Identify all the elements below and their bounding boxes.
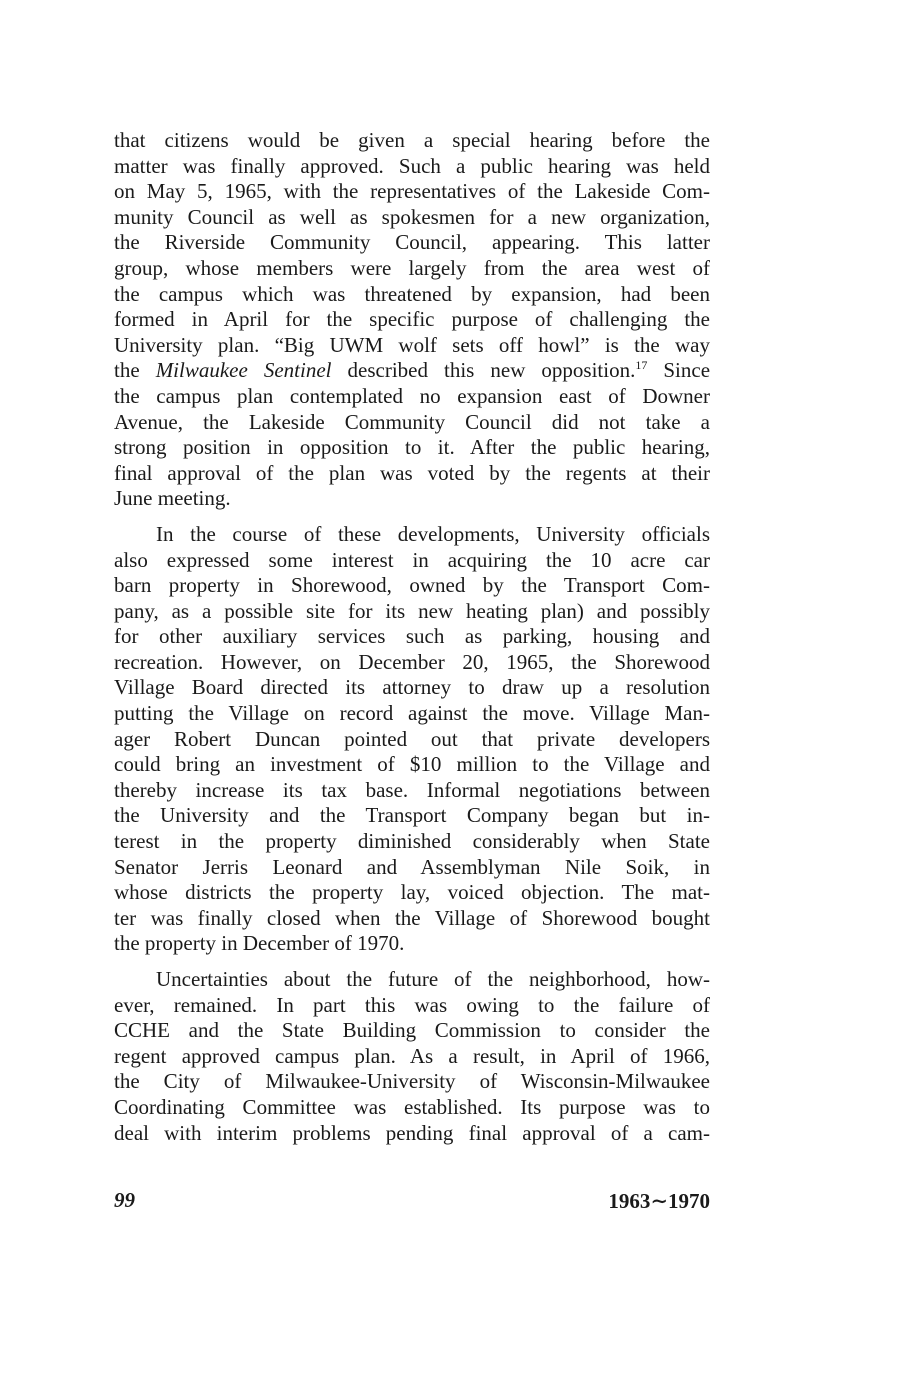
paragraph-gap	[114, 957, 710, 967]
text-line: also expressed some interest in acquiring the 10 acre car	[114, 547, 710, 572]
paragraph-2	[114, 522, 710, 957]
text-line: matter was finally approved. Such a public hearing was held	[114, 153, 710, 178]
text-line: Senator Jerris Leonard and Assemblyman Nile Soik, in	[114, 854, 710, 879]
sentinel-post: described this new opposition.	[331, 358, 636, 383]
text-line: In the course of these developments, University officials	[156, 521, 710, 546]
text-line: thereby increase its tax base. Informal negotiations between	[114, 777, 710, 802]
text-line: the campus which was threatened by expansion, had been	[114, 281, 710, 306]
text-line: terest in the property diminished considerably when State	[114, 829, 710, 854]
text-line: the campus plan contemplated no expansion east of Downer	[114, 383, 710, 408]
text-line: Coordinating Committee was established. Its purpose was to	[114, 1094, 710, 1119]
running-title: 1963∼1970	[608, 1189, 710, 1213]
text-line: barn property in Shorewood, owned by the Transport Com-	[114, 573, 710, 598]
text-line: ter was finally closed when the Village of Shorewood bought	[114, 905, 710, 930]
text-line: the Riverside Community Council, appearing. This latter	[114, 230, 710, 255]
text-line: recreation. However, on December 20, 1965, the Shorewood	[114, 649, 710, 674]
text-line: CCHE and the State Building Commission to consider the	[114, 1018, 710, 1043]
newspaper-title: Milwaukee Sentinel	[155, 358, 332, 383]
paragraph-1	[114, 128, 710, 512]
text-line: the University and the Transport Company began but in-	[114, 803, 710, 828]
text-line: final approval of the plan was voted by the regents at their	[114, 460, 710, 485]
text-line: whose districts the property lay, voiced objection. The mat-	[114, 880, 710, 905]
text-line: deal with interim problems pending final approval of a cam-	[114, 1120, 710, 1145]
text-line: group, whose members were largely from the area west of	[114, 255, 710, 280]
text-line: putting the Village on record against the move. Village Man-	[114, 701, 710, 726]
text-line: the City of Milwaukee-University of Wisconsin-Milwaukee	[114, 1069, 710, 1094]
page-footer	[114, 1188, 710, 1214]
page-number: 99	[114, 1188, 135, 1212]
text-line: University plan. “Big UWM wolf sets off howl” is the way	[114, 332, 710, 357]
text-line: the property in December of 1970.	[114, 931, 405, 956]
text-line: Avenue, the Lakeside Community Council did not take a	[114, 409, 710, 434]
text-line: could bring an investment of $10 million to the Village and	[114, 752, 710, 777]
text-line: that citizens would be given a special hearing before the	[114, 128, 710, 152]
text-line: Uncertainties about the future of the neighborhood, how-	[156, 967, 710, 991]
text-line: for other auxiliary services such as parking, housing and	[114, 624, 710, 649]
paragraph-3	[114, 967, 710, 1146]
text-line: pany, as a possible site for its new heating plan) and possibly	[114, 598, 710, 623]
text-line: Village Board directed its attorney to draw up a resolution	[114, 675, 710, 700]
sentinel-tail: Since	[647, 358, 711, 383]
text-line: formed in April for the specific purpose of challenging the	[114, 307, 710, 332]
footnote-marker: 17	[635, 358, 648, 373]
text-line: ever, remained. In part this was owing to the failure of	[114, 992, 710, 1017]
text-line: ager Robert Duncan pointed out that private developers	[114, 726, 710, 751]
text-line: strong position in opposition to it. After the public hearing,	[114, 435, 710, 460]
text-line: June meeting.	[114, 486, 231, 511]
text-line-sentinel	[114, 358, 710, 384]
text-line: munity Council as well as spokesmen for a new organization,	[114, 204, 710, 229]
text-line: regent approved campus plan. As a result, in April of 1966,	[114, 1043, 710, 1068]
page-body	[114, 128, 710, 1146]
sentinel-pre: the	[114, 358, 156, 383]
paragraph-gap	[114, 512, 710, 522]
text-line: on May 5, 1965, with the representatives of the Lakeside Com-	[114, 179, 710, 204]
